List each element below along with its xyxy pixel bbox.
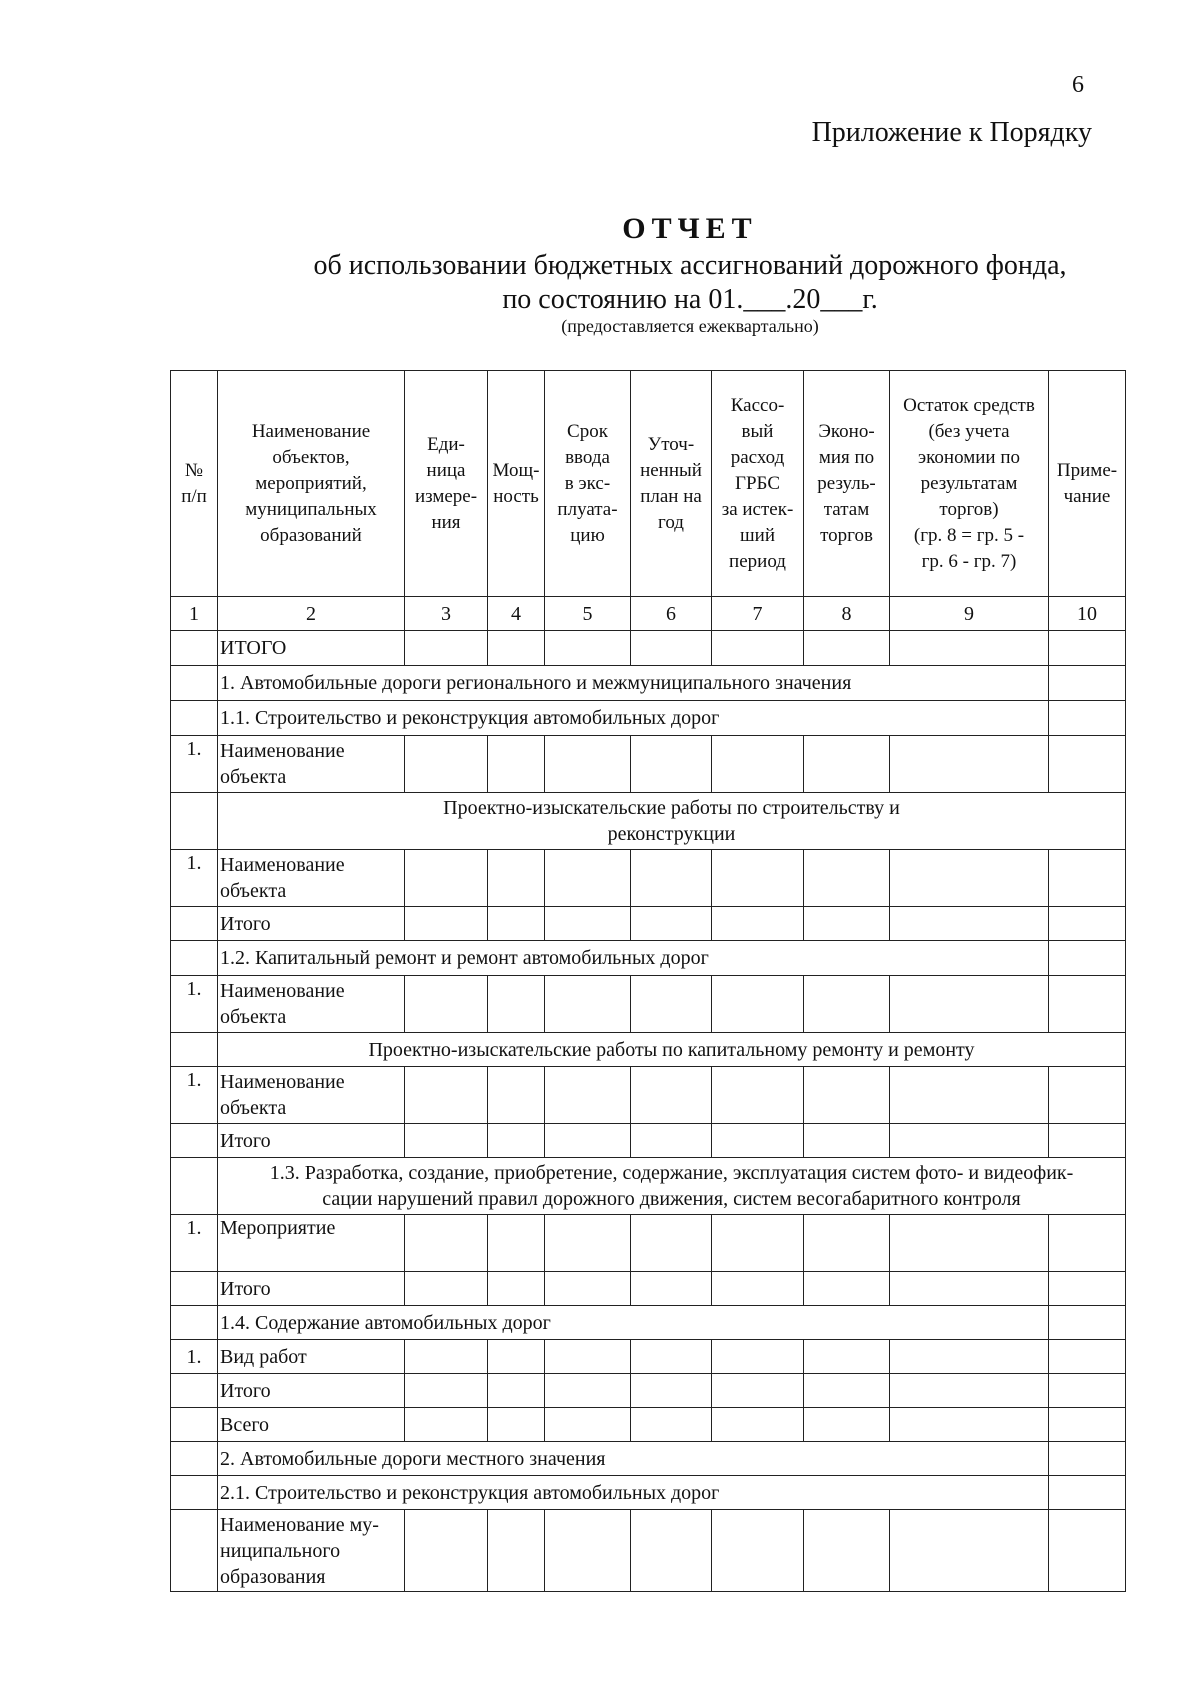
col-number: 2 <box>218 597 405 631</box>
table-cell <box>405 1374 488 1408</box>
table-cell <box>171 1306 218 1340</box>
table-cell <box>405 1215 488 1272</box>
table-cell <box>488 907 545 941</box>
table-cell <box>1049 976 1126 1033</box>
row-number: 1. <box>171 1340 218 1374</box>
table-cell <box>804 1272 890 1306</box>
table-cell <box>171 941 218 976</box>
table-cell <box>171 1374 218 1408</box>
table-cell <box>631 907 712 941</box>
table-cell <box>631 1124 712 1158</box>
section-heading: 2.1. Строительство и реконструкция автомобильных дорог <box>218 1476 1049 1510</box>
table-cell <box>890 631 1049 666</box>
header-col-8: Эконо- мия по резуль- татам торгов <box>804 371 890 597</box>
table-cell <box>171 1408 218 1442</box>
table-cell <box>1049 701 1126 736</box>
table-cell <box>545 1374 631 1408</box>
table-row <box>171 976 1126 1033</box>
row-number: 1. <box>171 1067 218 1124</box>
row-label: Итого <box>218 1124 405 1158</box>
row-number: 1. <box>171 850 218 907</box>
table-cell <box>712 976 804 1033</box>
row-label: Наименование объекта <box>218 850 405 907</box>
row-label: Всего <box>218 1408 405 1442</box>
table-cell <box>1049 736 1126 793</box>
table-cell <box>804 1340 890 1374</box>
table-cell <box>804 976 890 1033</box>
row-label: Наименование объекта <box>218 1067 405 1124</box>
table-cell <box>712 1124 804 1158</box>
table-row <box>171 850 1126 907</box>
table-row <box>171 1215 1126 1272</box>
table-cell <box>488 976 545 1033</box>
table-cell <box>405 736 488 793</box>
table-cell <box>545 631 631 666</box>
section-heading: 1.3. Разработка, создание, приобретение, содержание, эксплуатация систем фото- и видеофик- сации нарушений правил дорожного движения, систем весогабаритного контроля <box>218 1158 1126 1215</box>
section-row <box>171 1306 1126 1340</box>
section-row <box>171 1158 1126 1215</box>
table-cell <box>1049 1408 1126 1442</box>
section-row <box>171 666 1126 701</box>
report-subtitle-line2: по состоянию на 01.___.20___г. <box>502 284 878 315</box>
table-cell <box>545 1215 631 1272</box>
header-col-10: Приме- чание <box>1049 371 1126 597</box>
table-cell <box>545 1340 631 1374</box>
table-row <box>171 1340 1126 1374</box>
table-cell <box>890 736 1049 793</box>
row-label: ИТОГО <box>218 631 405 666</box>
table-cell <box>545 1408 631 1442</box>
section-heading: 1. Автомобильные дороги регионального и межмуниципального значения <box>218 666 1049 701</box>
row-label: Вид работ <box>218 1340 405 1374</box>
table-cell <box>1049 1215 1126 1272</box>
col-number: 9 <box>890 597 1049 631</box>
table-cell <box>890 1510 1049 1592</box>
table-cell <box>545 1124 631 1158</box>
table-cell <box>631 1067 712 1124</box>
table-cell <box>631 1510 712 1592</box>
table-cell <box>1049 1306 1126 1340</box>
table-cell <box>488 1215 545 1272</box>
table-cell <box>890 1215 1049 1272</box>
table-cell <box>712 1215 804 1272</box>
table-cell <box>1049 631 1126 666</box>
row-label: Наименование объекта <box>218 736 405 793</box>
report-frequency-note: (предоставляется ежеквартально) <box>561 316 819 336</box>
table-cell <box>545 1510 631 1592</box>
header-col-9: Остаток средств (без учета экономии по результатам торгов) (гр. 8 = гр. 5 - гр. 6 - гр. 7) <box>890 371 1049 597</box>
header-col-5: Срок ввода в экс- плуата- цию <box>545 371 631 597</box>
table-cell <box>631 736 712 793</box>
section-heading: 2. Автомобильные дороги местного значения <box>218 1442 1049 1476</box>
row-label: Итого <box>218 907 405 941</box>
col-number: 4 <box>488 597 545 631</box>
table-cell <box>405 1408 488 1442</box>
table-cell <box>488 1374 545 1408</box>
table-cell <box>488 1510 545 1592</box>
report-title: ОТЧЕТ <box>622 212 758 245</box>
table-row <box>171 1408 1126 1442</box>
table-cell <box>405 1124 488 1158</box>
table-cell <box>712 736 804 793</box>
table-cell <box>488 1067 545 1124</box>
table-cell <box>804 1124 890 1158</box>
table-cell <box>545 976 631 1033</box>
table-cell <box>890 1340 1049 1374</box>
section-heading: 1.4. Содержание автомобильных дорог <box>218 1306 1049 1340</box>
table-cell <box>712 1340 804 1374</box>
row-label: Итого <box>218 1272 405 1306</box>
table-row <box>171 736 1126 793</box>
page-number: 6 <box>1072 72 1084 98</box>
table-cell <box>712 1067 804 1124</box>
table-cell <box>171 666 218 701</box>
table-cell <box>545 907 631 941</box>
header-col-3: Еди- ница измере- ния <box>405 371 488 597</box>
table-row <box>171 1510 1126 1592</box>
header-col-7: Кассо- вый расход ГРБС за истек- ший период <box>712 371 804 597</box>
row-label: Наименование объекта <box>218 976 405 1033</box>
row-label: Наименование му- ниципального образования <box>218 1510 405 1592</box>
subsection-row <box>171 1033 1126 1067</box>
table-cell <box>405 1340 488 1374</box>
table-cell <box>804 631 890 666</box>
table-cell <box>1049 666 1126 701</box>
table-cell <box>1049 1340 1126 1374</box>
table-cell <box>1049 1510 1126 1592</box>
section-row <box>171 701 1126 736</box>
table-cell <box>712 631 804 666</box>
table-row <box>171 1067 1126 1124</box>
table-cell <box>405 631 488 666</box>
report-table <box>170 370 1126 1592</box>
table-cell <box>804 736 890 793</box>
col-number: 3 <box>405 597 488 631</box>
table-cell <box>631 1272 712 1306</box>
table-cell <box>631 1215 712 1272</box>
table-cell <box>712 1510 804 1592</box>
table-cell <box>804 1215 890 1272</box>
table-cell <box>890 1272 1049 1306</box>
table-cell <box>804 1408 890 1442</box>
table-cell <box>405 850 488 907</box>
header-row <box>171 371 1126 597</box>
table-cell <box>488 736 545 793</box>
table-cell <box>488 1408 545 1442</box>
row-number: 1. <box>171 1215 218 1272</box>
table-cell <box>171 1476 218 1510</box>
table-cell <box>1049 1476 1126 1510</box>
table-cell <box>545 736 631 793</box>
section-row <box>171 941 1126 976</box>
header-col-6: Уточ- ненный план на год <box>631 371 712 597</box>
col-number: 8 <box>804 597 890 631</box>
col-number: 6 <box>631 597 712 631</box>
table-cell <box>890 976 1049 1033</box>
table-cell <box>405 907 488 941</box>
table-cell <box>631 631 712 666</box>
table-cell <box>171 1272 218 1306</box>
table-cell <box>171 1124 218 1158</box>
table-cell <box>890 1374 1049 1408</box>
table-cell <box>712 907 804 941</box>
table-cell <box>545 850 631 907</box>
table-row <box>171 1124 1126 1158</box>
table-cell <box>1049 1442 1126 1476</box>
table-cell <box>405 1510 488 1592</box>
table-cell <box>488 1272 545 1306</box>
section-row <box>171 1442 1126 1476</box>
table-cell <box>1049 1124 1126 1158</box>
table-cell <box>171 1510 218 1592</box>
table-cell <box>631 850 712 907</box>
header-col-4: Мощ- ность <box>488 371 545 597</box>
col-number: 7 <box>712 597 804 631</box>
table-cell <box>631 1340 712 1374</box>
table-row <box>171 1374 1126 1408</box>
col-number: 5 <box>545 597 631 631</box>
table-row <box>171 907 1126 941</box>
table-cell <box>171 701 218 736</box>
table-cell <box>488 1340 545 1374</box>
table-cell <box>488 850 545 907</box>
column-number-row <box>171 597 1126 631</box>
table-cell <box>890 907 1049 941</box>
table-cell <box>631 1374 712 1408</box>
table-cell <box>804 1067 890 1124</box>
col-number: 1 <box>171 597 218 631</box>
table-cell <box>804 1510 890 1592</box>
table-cell <box>171 1442 218 1476</box>
table-cell <box>712 1408 804 1442</box>
subsection-row <box>171 793 1126 850</box>
report-subtitle-line1: об использовании бюджетных ассигнований дорожного фонда, <box>313 250 1067 281</box>
table-cell <box>405 1067 488 1124</box>
subsection-heading: Проектно-изыскательские работы по капитальному ремонту и ремонту <box>218 1033 1126 1067</box>
table-cell <box>545 1067 631 1124</box>
table-cell <box>804 850 890 907</box>
table-cell <box>488 1124 545 1158</box>
table-cell <box>890 1408 1049 1442</box>
table-cell <box>545 1272 631 1306</box>
section-heading: 1.1. Строительство и реконструкция автомобильных дорог <box>218 701 1049 736</box>
table-cell <box>1049 1272 1126 1306</box>
table-cell <box>1049 941 1126 976</box>
row-number: 1. <box>171 736 218 793</box>
section-row <box>171 1476 1126 1510</box>
table-cell <box>171 793 218 850</box>
header-col-2: Наименование объектов, мероприятий, муниципальных образований <box>218 371 405 597</box>
header-col-1: № п/п <box>171 371 218 597</box>
table-cell <box>631 976 712 1033</box>
row-number: 1. <box>171 976 218 1033</box>
table-cell <box>1049 1374 1126 1408</box>
table-row <box>171 631 1126 666</box>
table-cell <box>171 631 218 666</box>
table-cell <box>712 850 804 907</box>
table-cell <box>890 850 1049 907</box>
table-cell <box>890 1067 1049 1124</box>
table-cell <box>712 1272 804 1306</box>
table-cell <box>171 1033 218 1067</box>
row-label: Мероприятие <box>218 1215 405 1272</box>
col-number: 10 <box>1049 597 1126 631</box>
table-cell <box>804 1374 890 1408</box>
table-row <box>171 1272 1126 1306</box>
table-cell <box>1049 850 1126 907</box>
table-cell <box>1049 1067 1126 1124</box>
table-cell <box>488 631 545 666</box>
appendix-label: Приложение к Порядку <box>811 117 1092 148</box>
table-cell <box>890 1124 1049 1158</box>
table-cell <box>171 1158 218 1215</box>
table-cell <box>171 907 218 941</box>
row-label: Итого <box>218 1374 405 1408</box>
table-cell <box>405 976 488 1033</box>
table-cell <box>405 1272 488 1306</box>
section-heading: 1.2. Капитальный ремонт и ремонт автомобильных дорог <box>218 941 1049 976</box>
table-cell <box>712 1374 804 1408</box>
table-cell <box>631 1408 712 1442</box>
subsection-heading: Проектно-изыскательские работы по строительству и реконструкции <box>218 793 1126 850</box>
table-cell <box>804 907 890 941</box>
table-cell <box>1049 907 1126 941</box>
